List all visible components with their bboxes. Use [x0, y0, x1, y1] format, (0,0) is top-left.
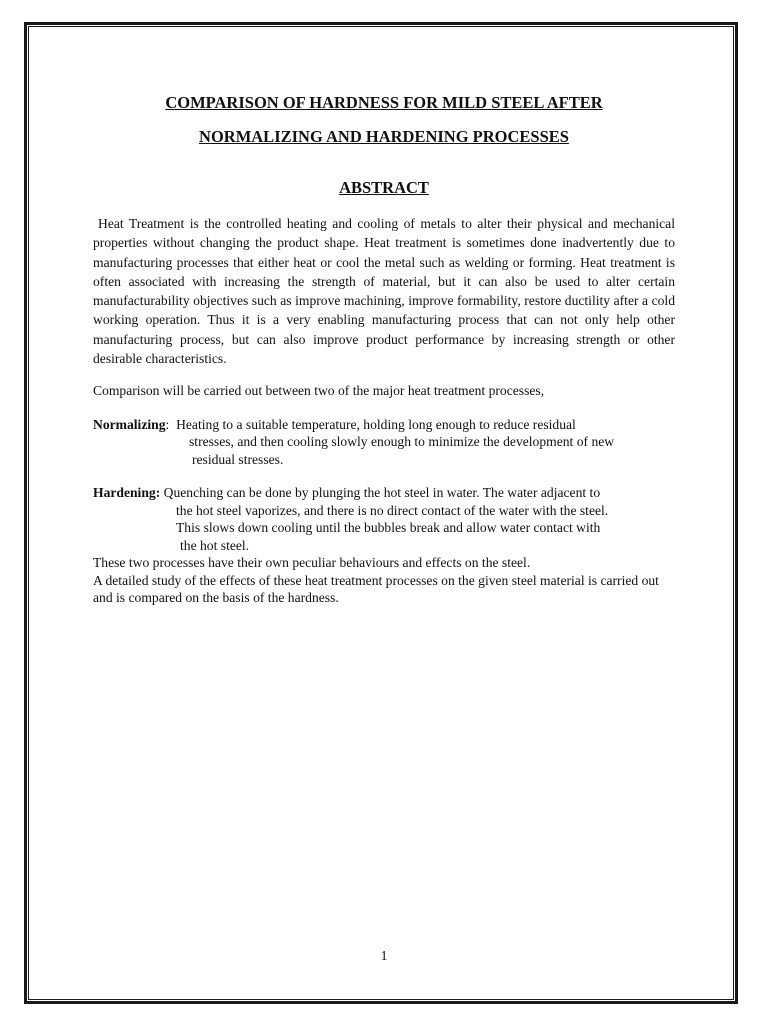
document-title-line-2: NORMALIZING AND HARDENING PROCESSES: [199, 127, 569, 146]
normalizing-line-3: residual stresses.: [192, 451, 284, 467]
hardening-line-2: the hot steel vaporizes, and there is no direct contact of the water with the steel.: [176, 502, 609, 518]
hardening-definition: [93, 484, 675, 554]
hardening-term: Hardening:: [93, 485, 161, 501]
comparison-sentence: Comparison will be carried out between two of the major heat treatment processes,: [93, 383, 545, 399]
normalizing-line-2: stresses, and then cooling slowly enough to minimize the development of new: [189, 434, 615, 450]
hardening-line-1: Quenching can be done by plunging the hot steel in water. The water adjacent to: [163, 485, 601, 501]
document-body: [93, 86, 675, 607]
document-title-line-1: COMPARISON OF HARDNESS FOR MILD STEEL AFTER: [165, 93, 603, 112]
hardening-line-3: This slows down cooling until the bubbles break and allow water contact with: [176, 520, 601, 536]
normalizing-line-1: Heating to a suitable temperature, holding long enough to reduce residual: [176, 416, 576, 432]
hardening-line-4: the hot steel.: [180, 537, 250, 553]
normalizing-separator: :: [165, 416, 170, 432]
intro-paragraph: Heat Treatment is the controlled heating and cooling of metals to alter their physical and mechanical properties without changing the product shape. Heat treatment is sometimes done inadvertently due to manufacturing processes that either heat or cool the metal such as welding or forming. Heat treatment is often associated with increasing the strength of material, but it can also be used to alter certain manufacturability objectives such as improve machining, improve formability, restore ductility after a cold working operation. Thus it is a very enabling manufacturing process that can not only help other manufacturing process, but can also improve product performance by increasing strength or other desirable characteristics.: [93, 216, 675, 367]
page-number: 1: [380, 948, 388, 963]
closing-line-2: A detailed study of the effects of these heat treatment processes on the given steel material is carried out and is compared on the basis of the hardness.: [93, 572, 659, 606]
abstract-heading: ABSTRACT: [339, 178, 429, 197]
closing-line-1: These two processes have their own peculiar behaviours and effects on the steel.: [93, 555, 531, 571]
normalizing-term: Normalizing: [93, 416, 166, 432]
normalizing-definition: [93, 416, 675, 469]
